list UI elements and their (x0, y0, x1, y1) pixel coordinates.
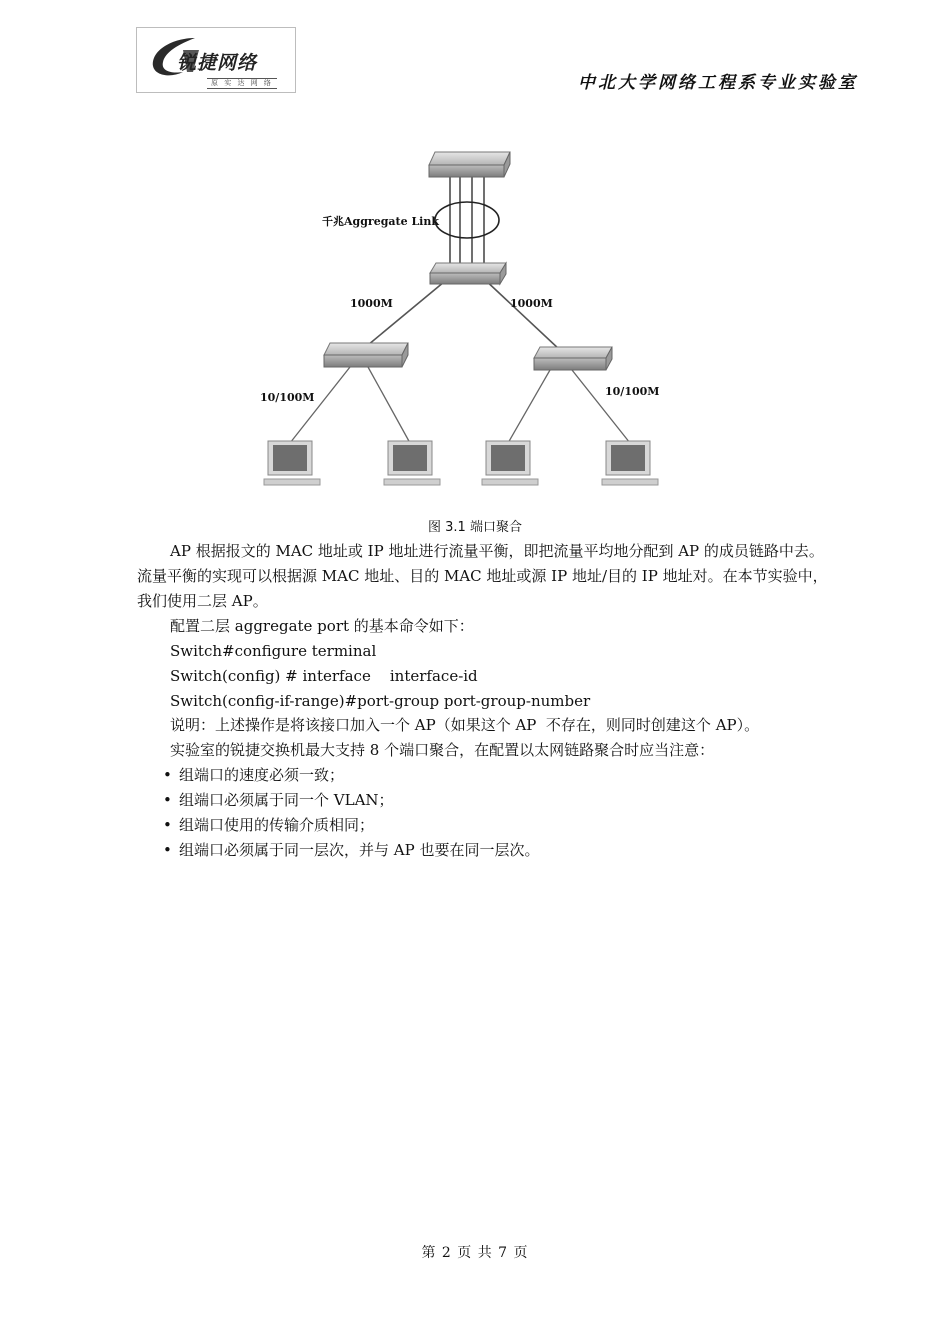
label-right-10-100m: 10/100M (605, 385, 660, 398)
bullet-icon: • (163, 816, 172, 834)
list-item: • 组端口必须属于同一层次，并与 AP 也要在同一层次。 (163, 838, 539, 863)
list-item: • 组端口的速度必须一致； (163, 763, 344, 788)
paragraph-2: 配置二层 aggregate port 的基本命令如下： (170, 617, 474, 635)
pc-1-icon (264, 441, 320, 485)
header-organization: 中北大学网络工程系专业实验室 (578, 73, 858, 93)
distribution-switch-icon (430, 263, 506, 284)
paragraph-1-line-1: AP 根据报文的 MAC 地址或 IP 地址进行流量平衡，即把流量平均地分配到 AP 的成员链路中去。 (170, 542, 824, 560)
logo-text: 锐捷网络 (177, 52, 258, 74)
paragraph-3: 实验室的锐捷交换机最大支持 8 个端口聚合，在配置以太网链路聚合时应当注意： (170, 741, 715, 759)
label-left-10-100m: 10/100M (260, 391, 315, 404)
paragraph-1 (137, 539, 867, 614)
core-switch-icon (429, 152, 510, 177)
aggregate-links (450, 175, 484, 265)
bullet-icon: • (163, 841, 172, 859)
uplink-lines (368, 277, 560, 350)
command-1: Switch#configure terminal (170, 642, 377, 660)
pc-2-icon (384, 441, 440, 485)
page-footer: 第 2 页 共 7 页 (421, 1245, 529, 1261)
bullet-icon: • (163, 766, 172, 784)
note-text: 说明：上述操作是将该接口加入一个 AP（如果这个 AP 不存在，则同时创建这个 AP）。 (170, 716, 760, 734)
label-right-1000m: 1000M (510, 297, 553, 310)
bullet-icon: • (163, 791, 172, 809)
command-2: Switch(config) # interface interface-id (170, 667, 478, 685)
label-left-1000m: 1000M (350, 297, 393, 310)
aggregate-ellipse (435, 202, 499, 238)
logo (136, 27, 296, 93)
aggregate-link-label: 千兆Aggregate Link (322, 215, 439, 228)
paragraph-1-line-2: 流量平衡的实现可以根据源 MAC 地址、目的 MAC 地址或源 IP 地址/目的 IP 地址对。在本节实验中， (137, 567, 828, 585)
list-item: • 组端口使用的传输介质相同； (163, 813, 374, 838)
logo-subtext: 原 实 达 网 络 (207, 78, 277, 89)
access-lines (290, 367, 630, 443)
list-item: • 组端口必须属于同一个 VLAN； (163, 788, 394, 813)
access-switch-left-icon (324, 343, 408, 367)
pc-4-icon (602, 441, 658, 485)
pc-3-icon (482, 441, 538, 485)
topology-diagram (250, 145, 670, 495)
access-switch-right-icon (534, 347, 612, 370)
command-3: Switch(config-if-range)#port-group port-group-number (170, 692, 591, 710)
figure-caption: 图 3.1 端口聚合 (428, 520, 522, 535)
paragraph-1-line-3: 我们使用二层 AP。 (137, 592, 268, 610)
